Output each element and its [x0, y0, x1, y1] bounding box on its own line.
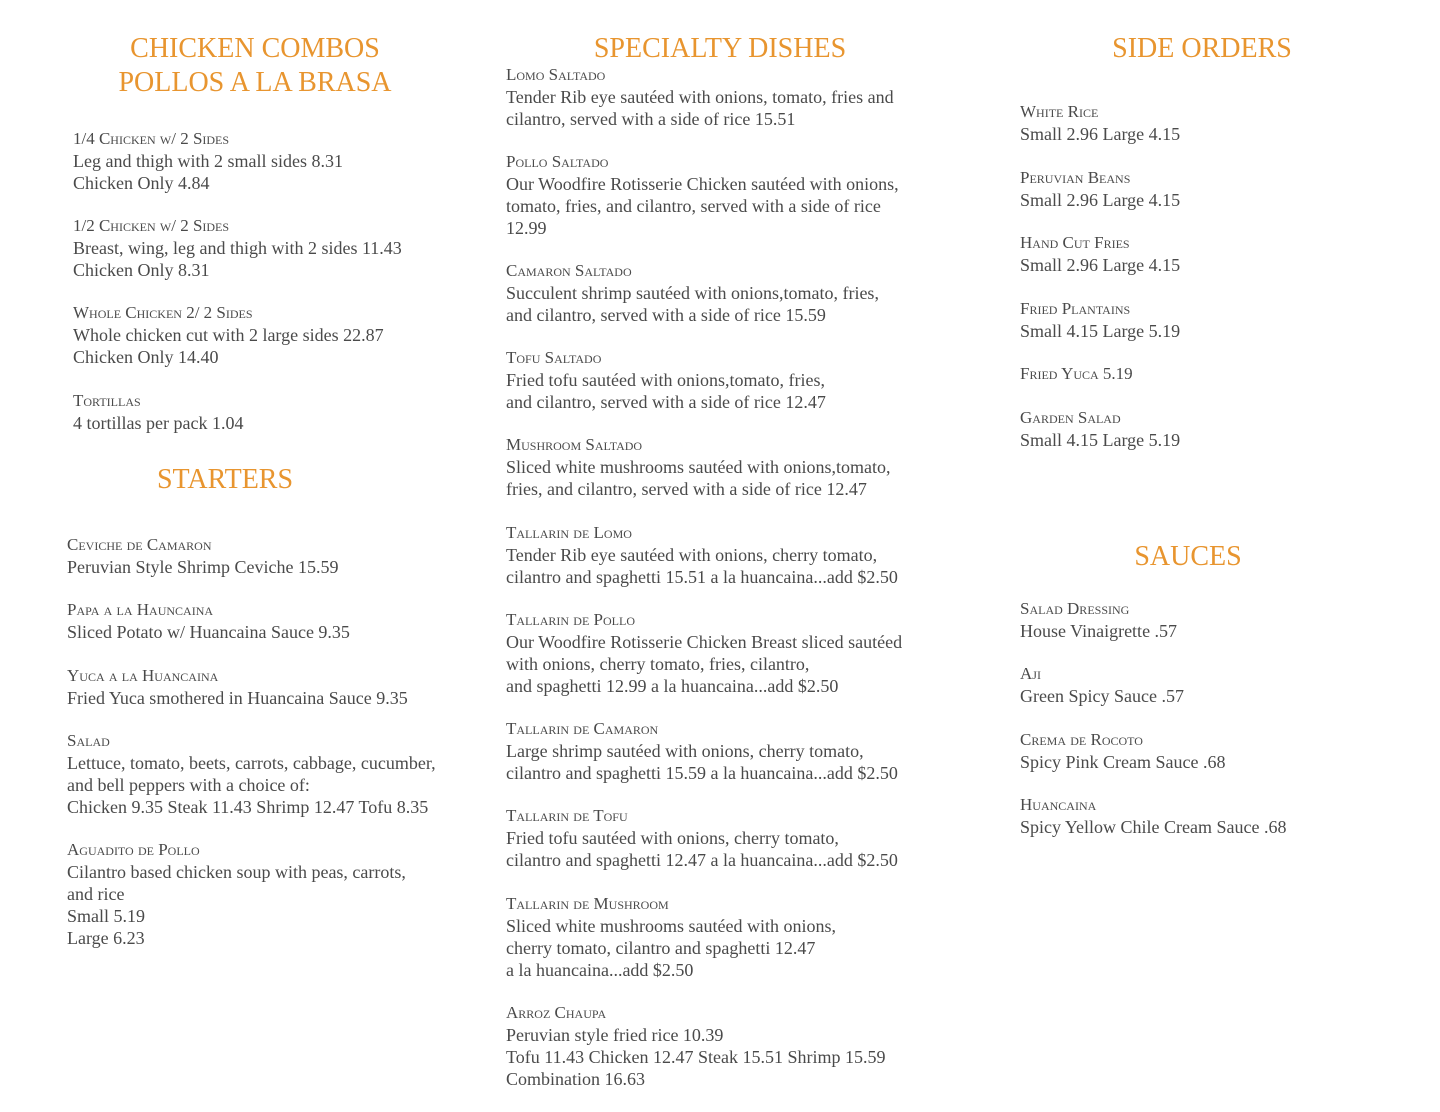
menu-item-tallarin-mushroom: [506, 893, 836, 981]
menu-item-line: a la huancaina...add $2.50: [506, 960, 694, 980]
menu-item-line: Chicken Only 4.84: [73, 173, 210, 193]
menu-item-name: Whole Chicken 2/ 2 Sides: [73, 303, 253, 322]
menu-item-half-chicken: [73, 215, 402, 281]
menu-item-line: Chicken Only 8.31: [73, 260, 210, 280]
menu-item-line: cilantro and spaghetti 15.59 a la huancaina...add $2.50: [506, 763, 898, 783]
chicken-combos-title: [60, 32, 450, 100]
menu-item-line: Large shrimp sautéed with onions, cherry tomato,: [506, 741, 864, 761]
menu-item-line: Lettuce, tomato, beets, carrots, cabbage, cucumber,: [67, 753, 436, 773]
menu-item-peruvian-beans: [1020, 167, 1180, 211]
menu-item-line: cilantro and spaghetti 12.47 a la huancaina...add $2.50: [506, 850, 898, 870]
menu-item-line: and cilantro, served with a side of rice 12.47: [506, 392, 826, 412]
pollos-a-la-brasa-title-line: POLLOS A LA BRASA: [118, 67, 392, 98]
menu-item-line: Small 5.19: [67, 906, 146, 926]
side-orders-title: SIDE ORDERS: [1112, 33, 1292, 64]
menu-item-name: Papa a la Hauncaina: [67, 600, 214, 619]
menu-item-line: 4 tortillas per pack 1.04: [73, 413, 244, 433]
menu-item-line: Peruvian Style Shrimp Ceviche 15.59: [67, 557, 339, 577]
menu-item-tofu-saltado: [506, 347, 826, 413]
menu-item-line: Sliced white mushrooms sautéed with onions,tomato,: [506, 457, 891, 477]
menu-item-line: Whole chicken cut with 2 large sides 22.87: [73, 325, 384, 345]
menu-item-line: Fried tofu sautéed with onions,tomato, fries,: [506, 370, 825, 390]
menu-item-yuca-huancaina: [67, 665, 408, 709]
menu-item-arroz-chaupa: [506, 1002, 886, 1090]
menu-item-name: Aguadito de Pollo: [67, 840, 200, 859]
chicken-combos-title-line: CHICKEN COMBOS: [130, 33, 380, 64]
menu-item-name: Salad Dressing: [1020, 599, 1130, 618]
menu-item-hand-cut-fries: [1020, 232, 1180, 276]
menu-item-tortillas: [73, 390, 243, 434]
menu-item-name: Lomo Saltado: [506, 65, 606, 84]
menu-item-line: tomato, fries, and cilantro, served with a side of rice: [506, 196, 881, 216]
menu-item-line: Fried tofu sautéed with onions, cherry tomato,: [506, 828, 839, 848]
menu-item-name: 1/2 Chicken w/ 2 Sides: [73, 216, 230, 235]
menu-item-line: Tender Rib eye sautéed with onions, cherry tomato,: [506, 545, 878, 565]
menu-item-name: Tofu Saltado: [506, 348, 602, 367]
menu-item-line: Small 4.15 Large 5.19: [1020, 430, 1181, 450]
menu-item-line: with onions, cherry tomato, fries, cilantro,: [506, 654, 810, 674]
menu-item-mushroom-saltado: [506, 434, 890, 500]
menu-item-name: Tallarin de Lomo: [506, 523, 632, 542]
menu-item-line: Chicken 9.35 Steak 11.43 Shrimp 12.47 Tofu 8.35: [67, 797, 429, 817]
menu-item-name: Tallarin de Pollo: [506, 610, 635, 629]
menu-item-aji: [1020, 663, 1184, 707]
menu-item-whole-chicken: [73, 302, 384, 368]
starters-title: STARTERS: [156, 464, 294, 495]
menu-item-camaron-saltado: [506, 260, 879, 326]
menu-item-name: Tallarin de Mushroom: [506, 894, 669, 913]
menu-item-line: Small 4.15 Large 5.19: [1020, 321, 1181, 341]
menu-item-line: Small 2.96 Large 4.15: [1020, 255, 1181, 275]
menu-item-name: Camaron Saltado: [506, 261, 632, 280]
menu-item-tallarin-tofu: [506, 805, 898, 871]
menu-item-name: Hand Cut Fries: [1020, 233, 1130, 252]
menu-item-line: Large 6.23: [67, 928, 145, 948]
menu-item-name: Tortillas: [73, 391, 141, 410]
menu-item-line: Sliced white mushrooms sautéed with onions,: [506, 916, 836, 936]
menu-item-name: Pollo Saltado: [506, 152, 609, 171]
menu-item-line: Sliced Potato w/ Huancaina Sauce 9.35: [67, 622, 350, 642]
menu-item-name: Ceviche de Camaron: [67, 535, 212, 554]
menu-item-name: Salad: [67, 731, 110, 750]
menu-item-line: Tender Rib eye sautéed with onions, tomato, fries and: [506, 87, 894, 107]
menu-item-name: 1/4 Chicken w/ 2 Sides: [73, 129, 230, 148]
menu-item-pollo-saltado: [506, 151, 899, 239]
menu-item-name: Huancaina: [1020, 795, 1097, 814]
menu-item-name: Aji: [1020, 664, 1041, 683]
menu-item-name: Crema de Rocoto: [1020, 730, 1143, 749]
menu-item-line: Our Woodfire Rotisserie Chicken sautéed with onions,: [506, 174, 899, 194]
menu-item-line: House Vinaigrette .57: [1020, 621, 1178, 641]
menu-item-line: Small 2.96 Large 4.15: [1020, 124, 1181, 144]
menu-item-name: Garden Salad: [1020, 408, 1121, 427]
menu-item-name: Mushroom Saltado: [506, 435, 643, 454]
menu-item-line: Leg and thigh with 2 small sides 8.31: [73, 151, 343, 171]
menu-item-line: cherry tomato, cilantro and spaghetti 12.47: [506, 938, 816, 958]
menu-item-line: and spaghetti 12.99 a la huancaina...add $2.50: [506, 676, 839, 696]
menu-item-line: cilantro, served with a side of rice 15.51: [506, 109, 796, 129]
menu-item-name: Peruvian Beans: [1020, 168, 1131, 187]
menu-item-line: Combination 16.63: [506, 1069, 645, 1089]
menu-item-tallarin-pollo: [506, 609, 902, 697]
menu-item-name: Tallarin de Camaron: [506, 719, 659, 738]
menu-item-line: cilantro and spaghetti 15.51 a la huancaina...add $2.50: [506, 567, 898, 587]
menu-item-line: Spicy Yellow Chile Cream Sauce .68: [1020, 817, 1287, 837]
menu-item-huancaina: [1020, 794, 1286, 838]
menu-item-name: Yuca a la Huancaina: [67, 666, 219, 685]
menu-item-aguadito: [67, 839, 406, 949]
menu-item-line: and cilantro, served with a side of rice 15.59: [506, 305, 826, 325]
menu-item-line: 12.99: [506, 218, 547, 238]
menu-item-salad-dressing: [1020, 598, 1177, 642]
menu-item-line: Tofu 11.43 Chicken 12.47 Steak 15.51 Shrimp 15.59: [506, 1047, 886, 1067]
menu-item-white-rice: [1020, 101, 1180, 145]
menu-item-lomo-saltado: [506, 64, 894, 130]
menu-item-line: Our Woodfire Rotisserie Chicken Breast sliced sautéed: [506, 632, 903, 652]
menu-item-name: White Rice: [1020, 102, 1099, 121]
menu-item-garden-salad: [1020, 407, 1180, 451]
menu-item-name: Fried Yuca 5.19: [1020, 364, 1133, 383]
menu-item-crema-de-rocoto: [1020, 729, 1225, 773]
menu-item-line: Breast, wing, leg and thigh with 2 sides 11.43: [73, 238, 402, 258]
menu-item-line: Cilantro based chicken soup with peas, carrots,: [67, 862, 406, 882]
menu-item-ceviche: [67, 534, 338, 578]
specialty-dishes-title: SPECIALTY DISHES: [593, 33, 847, 64]
menu-item-line: Succulent shrimp sautéed with onions,tomato, fries,: [506, 283, 879, 303]
menu-item-line: Small 2.96 Large 4.15: [1020, 190, 1181, 210]
menu-item-line: Peruvian style fried rice 10.39: [506, 1025, 724, 1045]
sauces-title: SAUCES: [1134, 541, 1242, 572]
menu-item-line: and rice: [67, 884, 125, 904]
menu-item-fried-yuca: [1020, 363, 1133, 385]
menu-item-fried-plantains: [1020, 298, 1180, 342]
menu-item-line: Fried Yuca smothered in Huancaina Sauce 9.35: [67, 688, 408, 708]
menu-item-line: Green Spicy Sauce .57: [1020, 686, 1184, 706]
menu-item-name: Arroz Chaupa: [506, 1003, 607, 1022]
menu-item-tallarin-camaron: [506, 718, 898, 784]
menu-item-papa-huancaina: [67, 599, 350, 643]
menu-item-salad: [67, 730, 436, 818]
menu-item-line: Spicy Pink Cream Sauce .68: [1020, 752, 1226, 772]
menu-item-line: Chicken Only 14.40: [73, 347, 219, 367]
menu-item-tallarin-lomo: [506, 522, 898, 588]
menu-item-line: fries, and cilantro, served with a side of rice 12.47: [506, 479, 867, 499]
menu-item-line: and bell peppers with a choice of:: [67, 775, 310, 795]
menu-item-name: Fried Plantains: [1020, 299, 1131, 318]
menu-item-name: Tallarin de Tofu: [506, 806, 628, 825]
menu-item-quarter-chicken: [73, 128, 343, 194]
